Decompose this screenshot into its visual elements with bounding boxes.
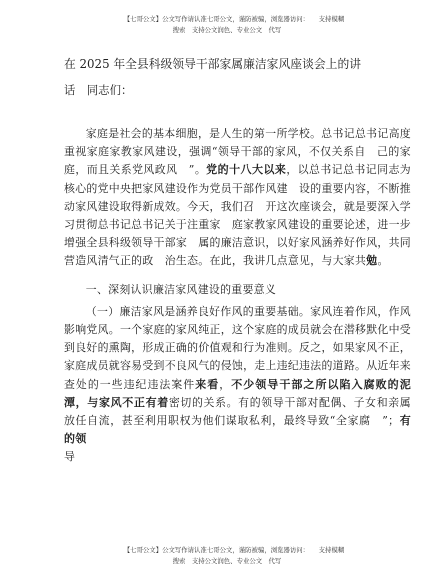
section-heading-1: 一、深刻认识廉洁家风建设的重要意义 <box>85 282 277 296</box>
header-line-2: 搜索 支持公文润色、专业公文 代写 <box>172 26 282 34</box>
section1-bold-3: 有的领 <box>64 414 411 446</box>
intro-text-2: ，以总书记总书记同志为核心的党中央把家风建设作为党员干部作风建 设的重要内容，不断推动家风建设取得新成效。今天，我们召 开这次座谈会，就是要深入学习贯彻总书记总书记关于注重家 庭家教家风建设的重要论述，进一步增强全县科级领导干部家 属的廉洁意识，以好家风涵养好作风，共同营造风清气正的政 治生态。在此，我讲几点意见，与大家共 <box>64 163 411 268</box>
document-body <box>64 125 411 467</box>
footer-line-2: 搜索 支持公文润色、专业公文 代写 <box>172 557 282 565</box>
section1-text-1: （一）廉洁家风是涵养良好作风的重要基础。家风连着作风，作风影响党风。一个家庭的家风纯正，这个家庭的成员就会在潜移默化中受到良好的熏陶，形成正确的价值观和行为准则。反之，如果家风不正，家庭成员就容易受到不良风气的侵蚀，走上违纪违法的道路。从近年来查处的一些违纪违法案件 <box>64 304 411 391</box>
intro-bold-2: 勉 <box>366 254 378 268</box>
paragraph-section1-1 <box>64 303 411 449</box>
intro-bold-1: 党的十八大以来 <box>206 163 287 177</box>
intro-text-3: 。 <box>377 254 389 268</box>
greeting: 话 同志们： <box>64 83 133 97</box>
paragraph-intro <box>64 125 411 271</box>
footer-line-1: 【七哥公文】公文写作请认准七哥公文，谨防被骗，浏览器访问： 支持模糊 <box>123 546 345 554</box>
paragraph-continuation: 导 <box>64 450 76 464</box>
watermark-header <box>0 14 448 36</box>
watermark-footer <box>0 545 448 567</box>
intro-text-1: 家庭是社会的基本细胞，是人生的第一所学校。总书记总书记高度重视家庭家教家风建设，强调“领导干部的家风，不仅关系自 己的家庭，而且关系党风政风 ”。 <box>64 127 411 177</box>
document-title: 在 2025 年全县科级领导干部家属廉洁家风座谈会上的讲 <box>64 57 362 71</box>
section1-bold-2: 不少领导干部之所以陷入腐败的泥潭，与家风不正有着 <box>64 377 411 409</box>
section1-text-2: ， <box>219 377 232 391</box>
header-line-1: 【七哥公文】公文写作请认准七哥公文，谨防被骗，浏览器访问： 支持模糊 <box>123 15 345 23</box>
section1-bold-1: 来看 <box>195 377 220 391</box>
section1-text-3: 密切的关系。有的领导干部对配偶、子女和亲属放任自流，甚至利用职权为他们谋取私利，最终导致“全家腐 ”； <box>64 395 411 428</box>
